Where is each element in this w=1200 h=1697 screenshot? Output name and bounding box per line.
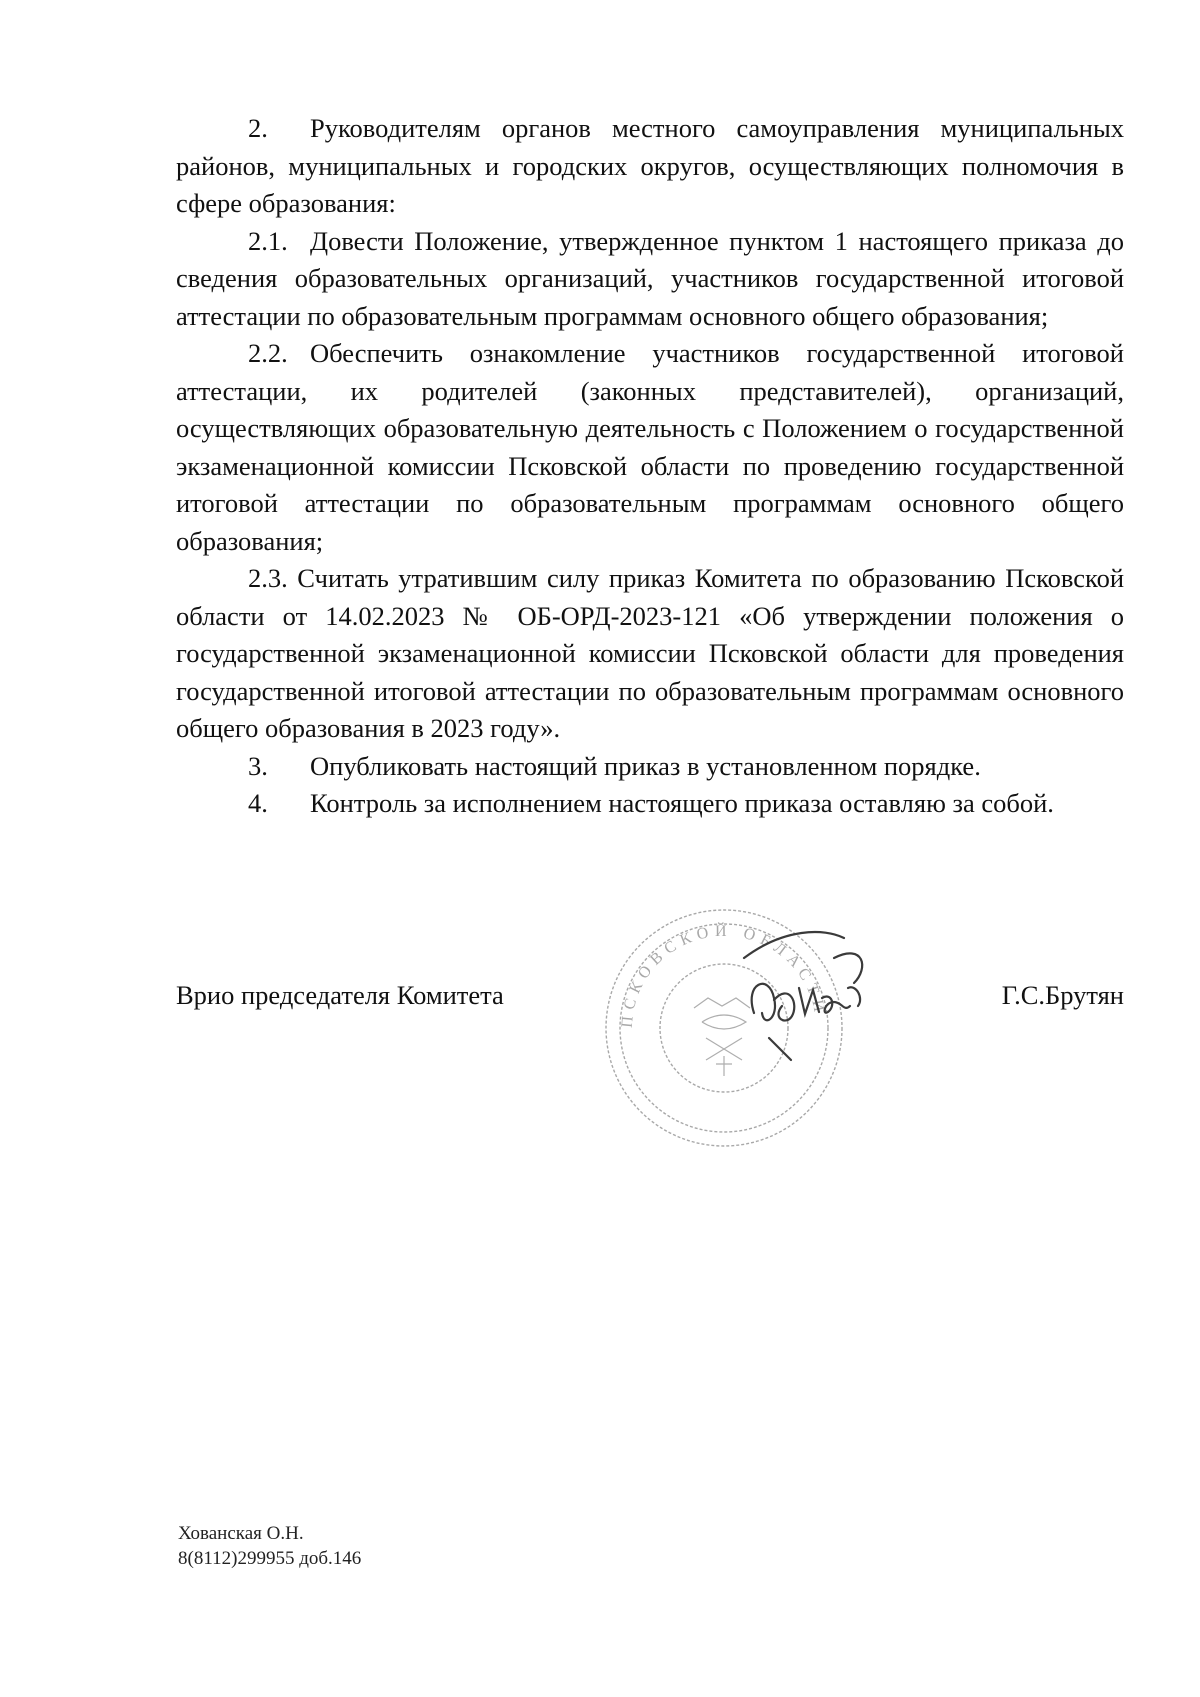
signature-block — [176, 965, 1124, 1025]
signer-position: Врио председателя Комитета — [176, 980, 504, 1010]
paragraph-number: 2.2. — [248, 338, 288, 368]
paragraph-number: 2.1. — [248, 225, 288, 256]
paragraph-2-1 — [176, 223, 1124, 336]
official-seal-stamp — [594, 888, 974, 1168]
paragraph-3 — [176, 748, 1124, 786]
paragraph-2 — [176, 110, 1124, 223]
paragraph-text: Довести Положение, утвержденное пунктом 1 настоящего приказа до сведения образовательных организаций, участников государственной итоговой аттестации по образовательным программам основного общего образования; — [176, 225, 1124, 331]
paragraph-text: Контроль за исполнением настоящего приказа оставляю за собой. — [310, 788, 1054, 818]
seal-ring-text: ПСКОВСКОЙ ОБЛАСТИ — [618, 922, 829, 1029]
executor-info — [178, 1521, 361, 1571]
paragraph-text: Опубликовать настоящий приказ в установленном порядке. — [310, 750, 981, 781]
paragraph-2-2 — [176, 335, 1124, 560]
paragraph-number: 4. — [248, 788, 268, 818]
executor-phone: 8(8112)299955 доб.146 — [178, 1548, 362, 1569]
paragraph-number: 2. — [248, 113, 268, 143]
order-body — [176, 110, 1124, 823]
paragraph-number: 3. — [248, 750, 268, 781]
paragraph-number: 2.3. — [248, 563, 288, 593]
paragraph-text: Обеспечить ознакомление участников государственной итоговой аттестации, их родителей (законных представителей), организаций, осуществляющих образовательную деятельность с Положением о государственной экзаменационной комиссии Псковской области по проведению государственной итоговой аттестации по образовательным программам основного общего образования; — [176, 338, 1124, 556]
paragraph-text: Руководителям органов местного самоуправления муниципальных районов, муниципальных и городских округов, осуществляющих полномочия в сфере образования: — [176, 113, 1124, 218]
paragraph-text: Считать утратившим силу приказ Комитета по образованию Псковской области от 14.02.2023 № ОБ-ОРД-2023-121 «Об утверждении положения о государственной экзаменационной комиссии Псковской области для проведения государственной итоговой аттестации по образовательным программам основного общего образования в 2023 году». — [176, 563, 1125, 743]
executor-name: Хованская О.Н. — [178, 1523, 304, 1544]
paragraph-4 — [176, 785, 1124, 823]
signer-name: Г.С.Брутян — [1001, 980, 1124, 1010]
paragraph-2-3 — [176, 560, 1124, 748]
